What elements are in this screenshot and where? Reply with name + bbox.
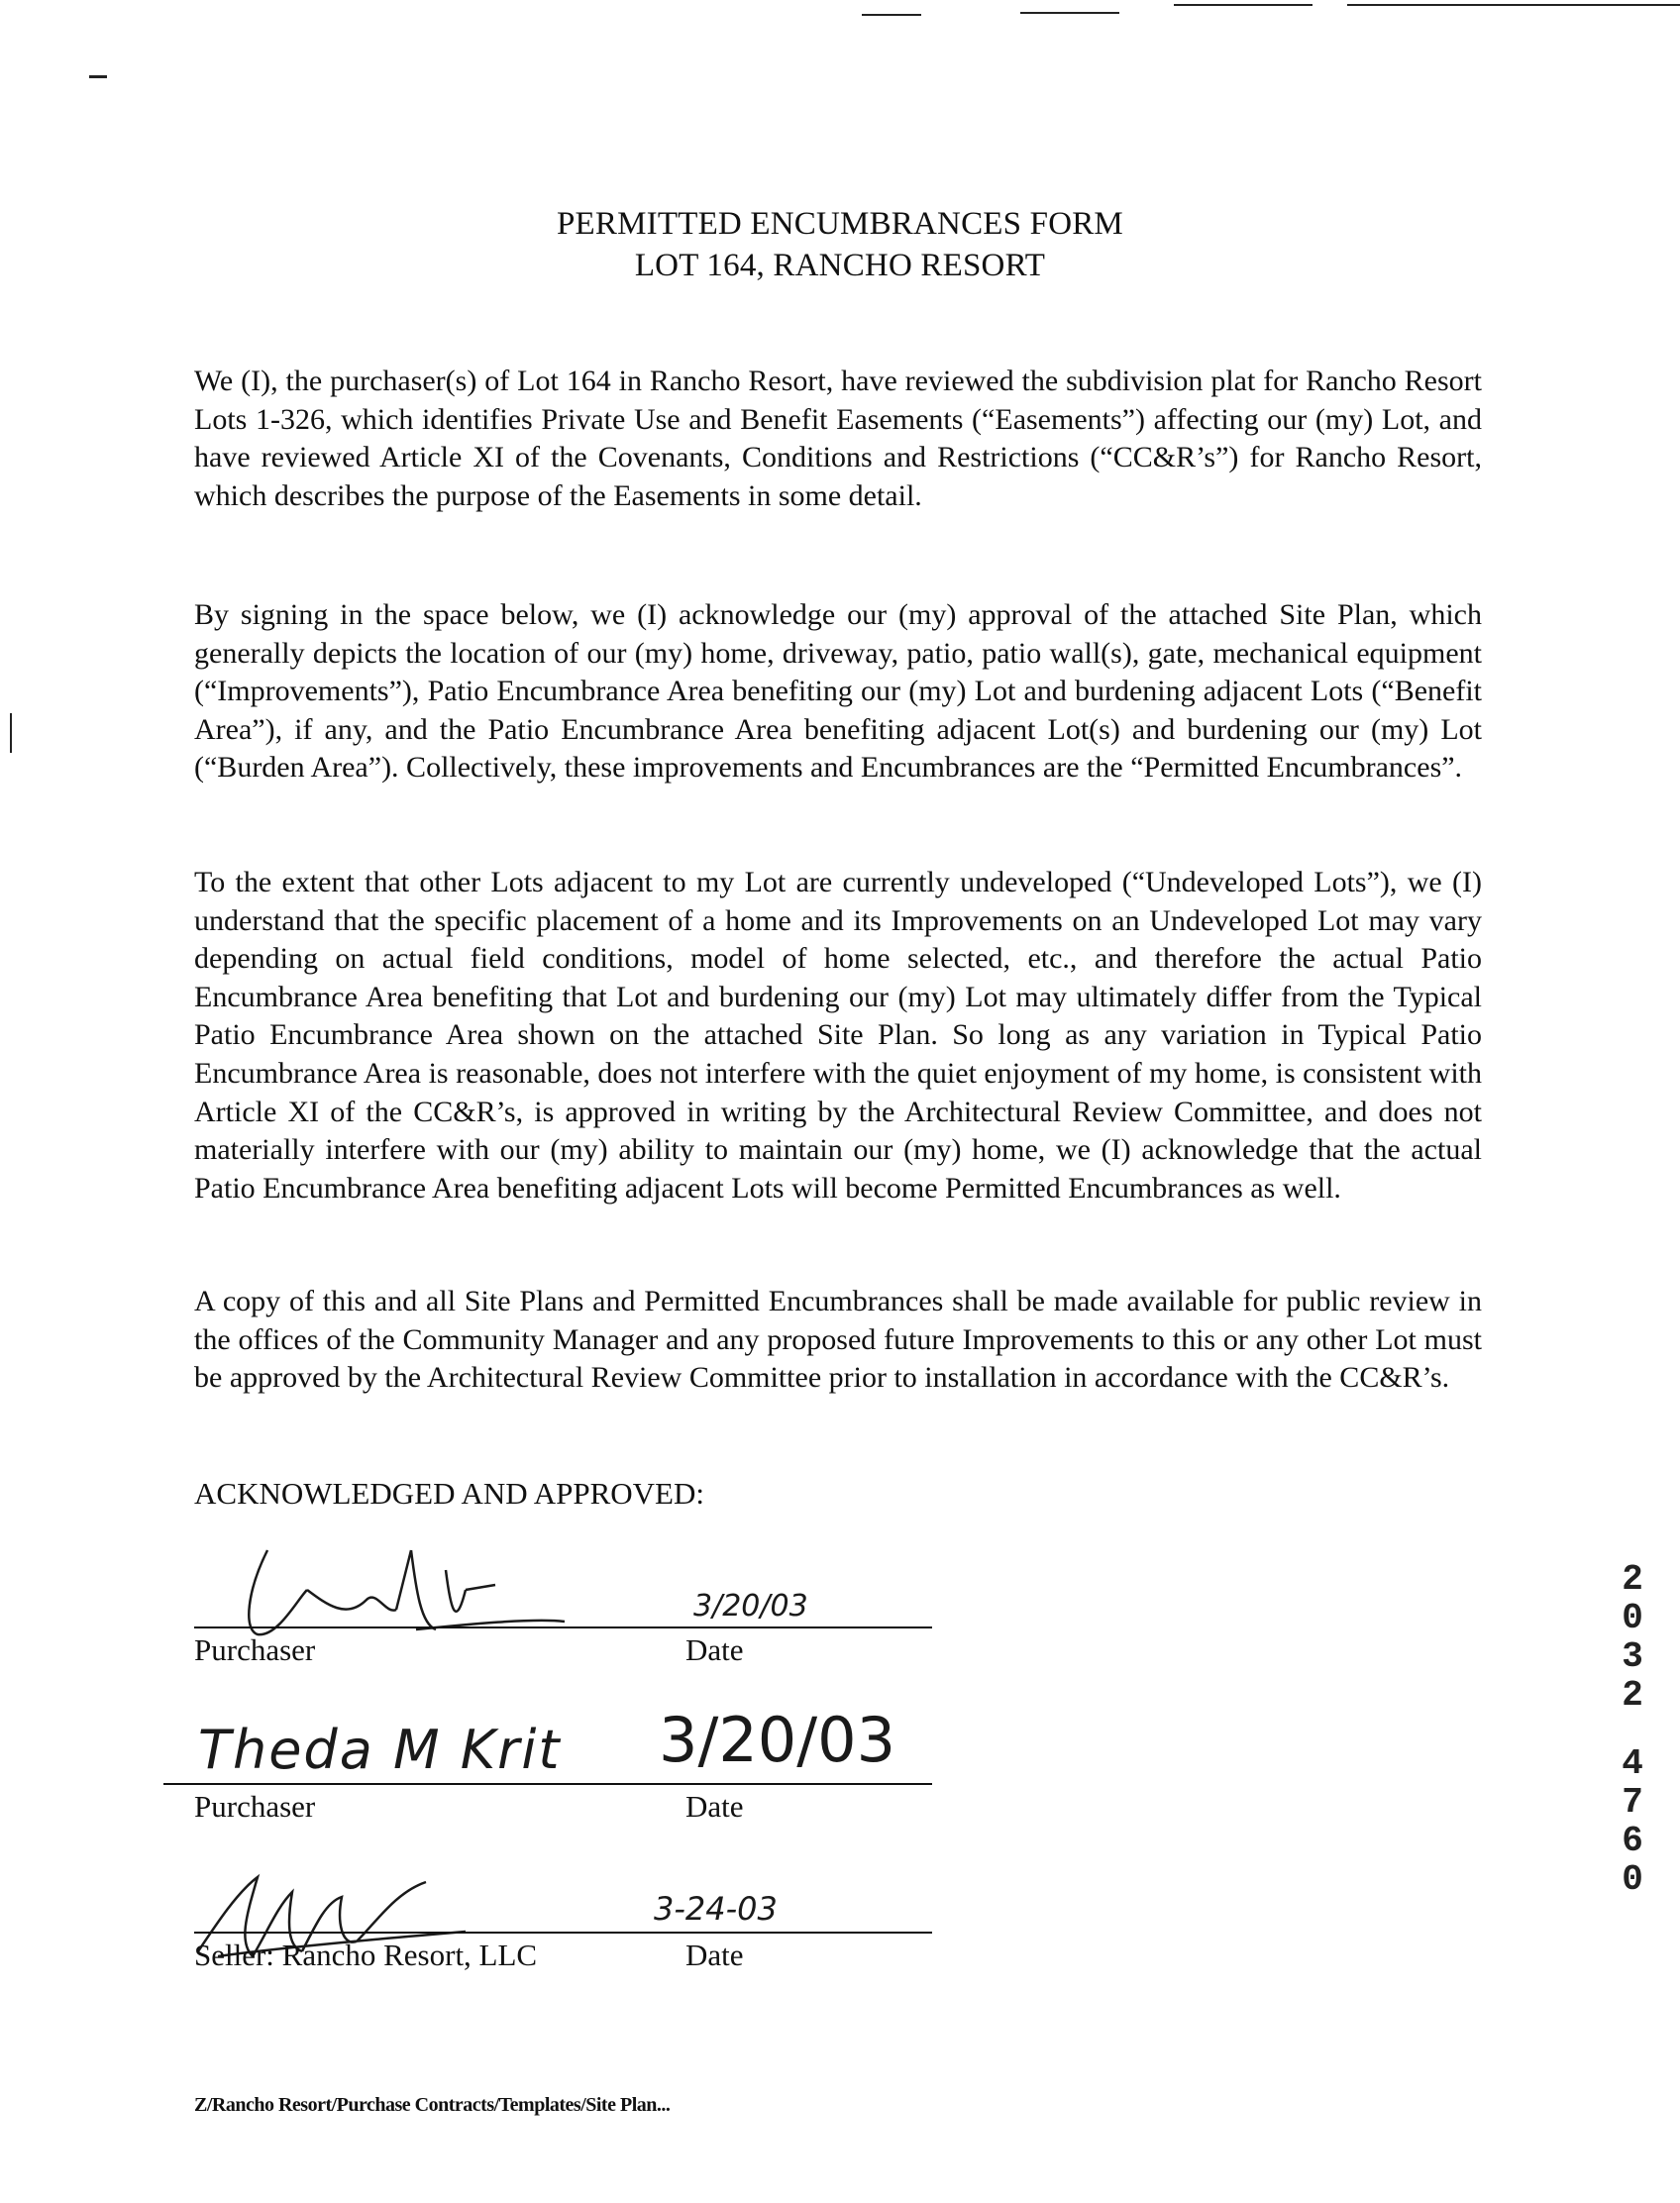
stamp-digit: 2 (1622, 1559, 1643, 1600)
ack-heading: ACKNOWLEDGED AND APPROVED: (194, 1476, 704, 1511)
paragraph-public-review: A copy of this and all Site Plans and Permitted Encumbrances shall be made available for public review in the offices of the Community Manager and any proposed future Improvements to this or any other Lot must be approved by the Architectural Review Committee prior to installation in accordance with the CC&R’s. (194, 1285, 1482, 1395)
stamp-digit: 0 (1622, 1859, 1643, 1900)
purchaser-2-label: Purchaser (194, 1789, 316, 1824)
purchaser-1-label: Purchaser (194, 1632, 316, 1667)
document-subtitle: LOT 164, RANCHO RESORT (634, 248, 1046, 283)
purchaser-1-signature-line (194, 1626, 932, 1628)
seller-date-label: Date (685, 1938, 744, 1972)
scan-mark (1020, 12, 1119, 14)
seller-signature-line (194, 1932, 932, 1934)
scan-mark (862, 14, 921, 16)
paragraph-acknowledgement: By signing in the space below, we (I) acknowledge our (my) approval of the attached Site Plan, which generally depicts the location of our (my) home, driveway, patio, patio wall(s), gate, mechanical equipment (“Improvements”), Patio Encumbrance Area benefiting our (my) Lot and burdening adjacent Lots (“Benefit Area”), if any, and the Patio Encumbrance Area benefiting adjacent Lot(s) and burdening our (my) Lot (“Burden Area”). Collectively, these improvements and Encumbrances are the “Permitted Encumbrances”. (194, 598, 1482, 785)
stamp-digit: 6 (1622, 1821, 1643, 1861)
purchaser-1-date-handwritten: 3/20/03 (693, 1589, 808, 1624)
scan-mark (1347, 4, 1680, 6)
scan-mark (1174, 4, 1312, 6)
stamp-digit: 2 (1622, 1675, 1643, 1716)
scan-mark (89, 75, 107, 78)
footer-file-path: Z/Rancho Resort/Purchase Contracts/Templates/Site Plan... (194, 2094, 671, 2116)
stamp-digit: 0 (1622, 1598, 1643, 1638)
recording-stamp (1613, 1560, 1652, 1899)
purchaser-2-date-label: Date (685, 1789, 744, 1824)
seller-date-handwritten: 3-24-03 (654, 1890, 778, 1928)
scan-mark (10, 713, 12, 753)
paragraph-undeveloped-lots: To the extent that other Lots adjacent to my Lot are currently undeveloped (“Undeveloped Lots”), we (I) understand that the specific placement of a home and its Improvements on an Undeveloped Lot may vary depending on actual field conditions, model of home selected, etc., and therefore the actual Patio Encumbrance Area benefiting that Lot and burdening our (my) Lot may ultimately differ from the Typical Patio Encumbrance Area shown on the attached Site Plan. So long as any variation in Typical Patio Encumbrance Area is reasonable, does not interfere with the quiet enjoyment of my home, is consistent with Article XI of the CC&R’s, is approved in writing by the Architectural Review Committee, and does not materially interfere with our (my) ability to maintain our (my) home, we (I) acknowledge that the actual Patio Encumbrance Area benefiting adjacent Lots will become Permitted Encumbrances as well. (194, 866, 1482, 1205)
stamp-digit: 4 (1622, 1743, 1643, 1784)
document-title: PERMITTED ENCUMBRANCES FORM (557, 206, 1123, 242)
purchaser-2-date-handwritten: 3/20/03 (659, 1704, 896, 1776)
stamp-digit: 7 (1622, 1782, 1643, 1823)
purchaser-2-signature-line (163, 1783, 932, 1785)
purchaser-1-date-label: Date (685, 1632, 744, 1667)
stamp-digit: 3 (1622, 1636, 1643, 1677)
purchaser-1-signature (238, 1530, 594, 1649)
paragraph-easements: We (I), the purchaser(s) of Lot 164 in Rancho Resort, have reviewed the subdivision plat for Rancho Resort Lots 1-326, which identifies Private Use and Benefit Easements (“Easements”) affecting our (my) Lot, and have reviewed Article XI of the Covenants, Conditions and Restrictions (“CC&R’s”) for Rancho Resort, which describes the purpose of the Easements in some detail. (194, 365, 1482, 512)
seller-label: Seller: Rancho Resort, LLC (194, 1938, 538, 1972)
purchaser-2-signature: Theda M Krit (198, 1719, 562, 1781)
